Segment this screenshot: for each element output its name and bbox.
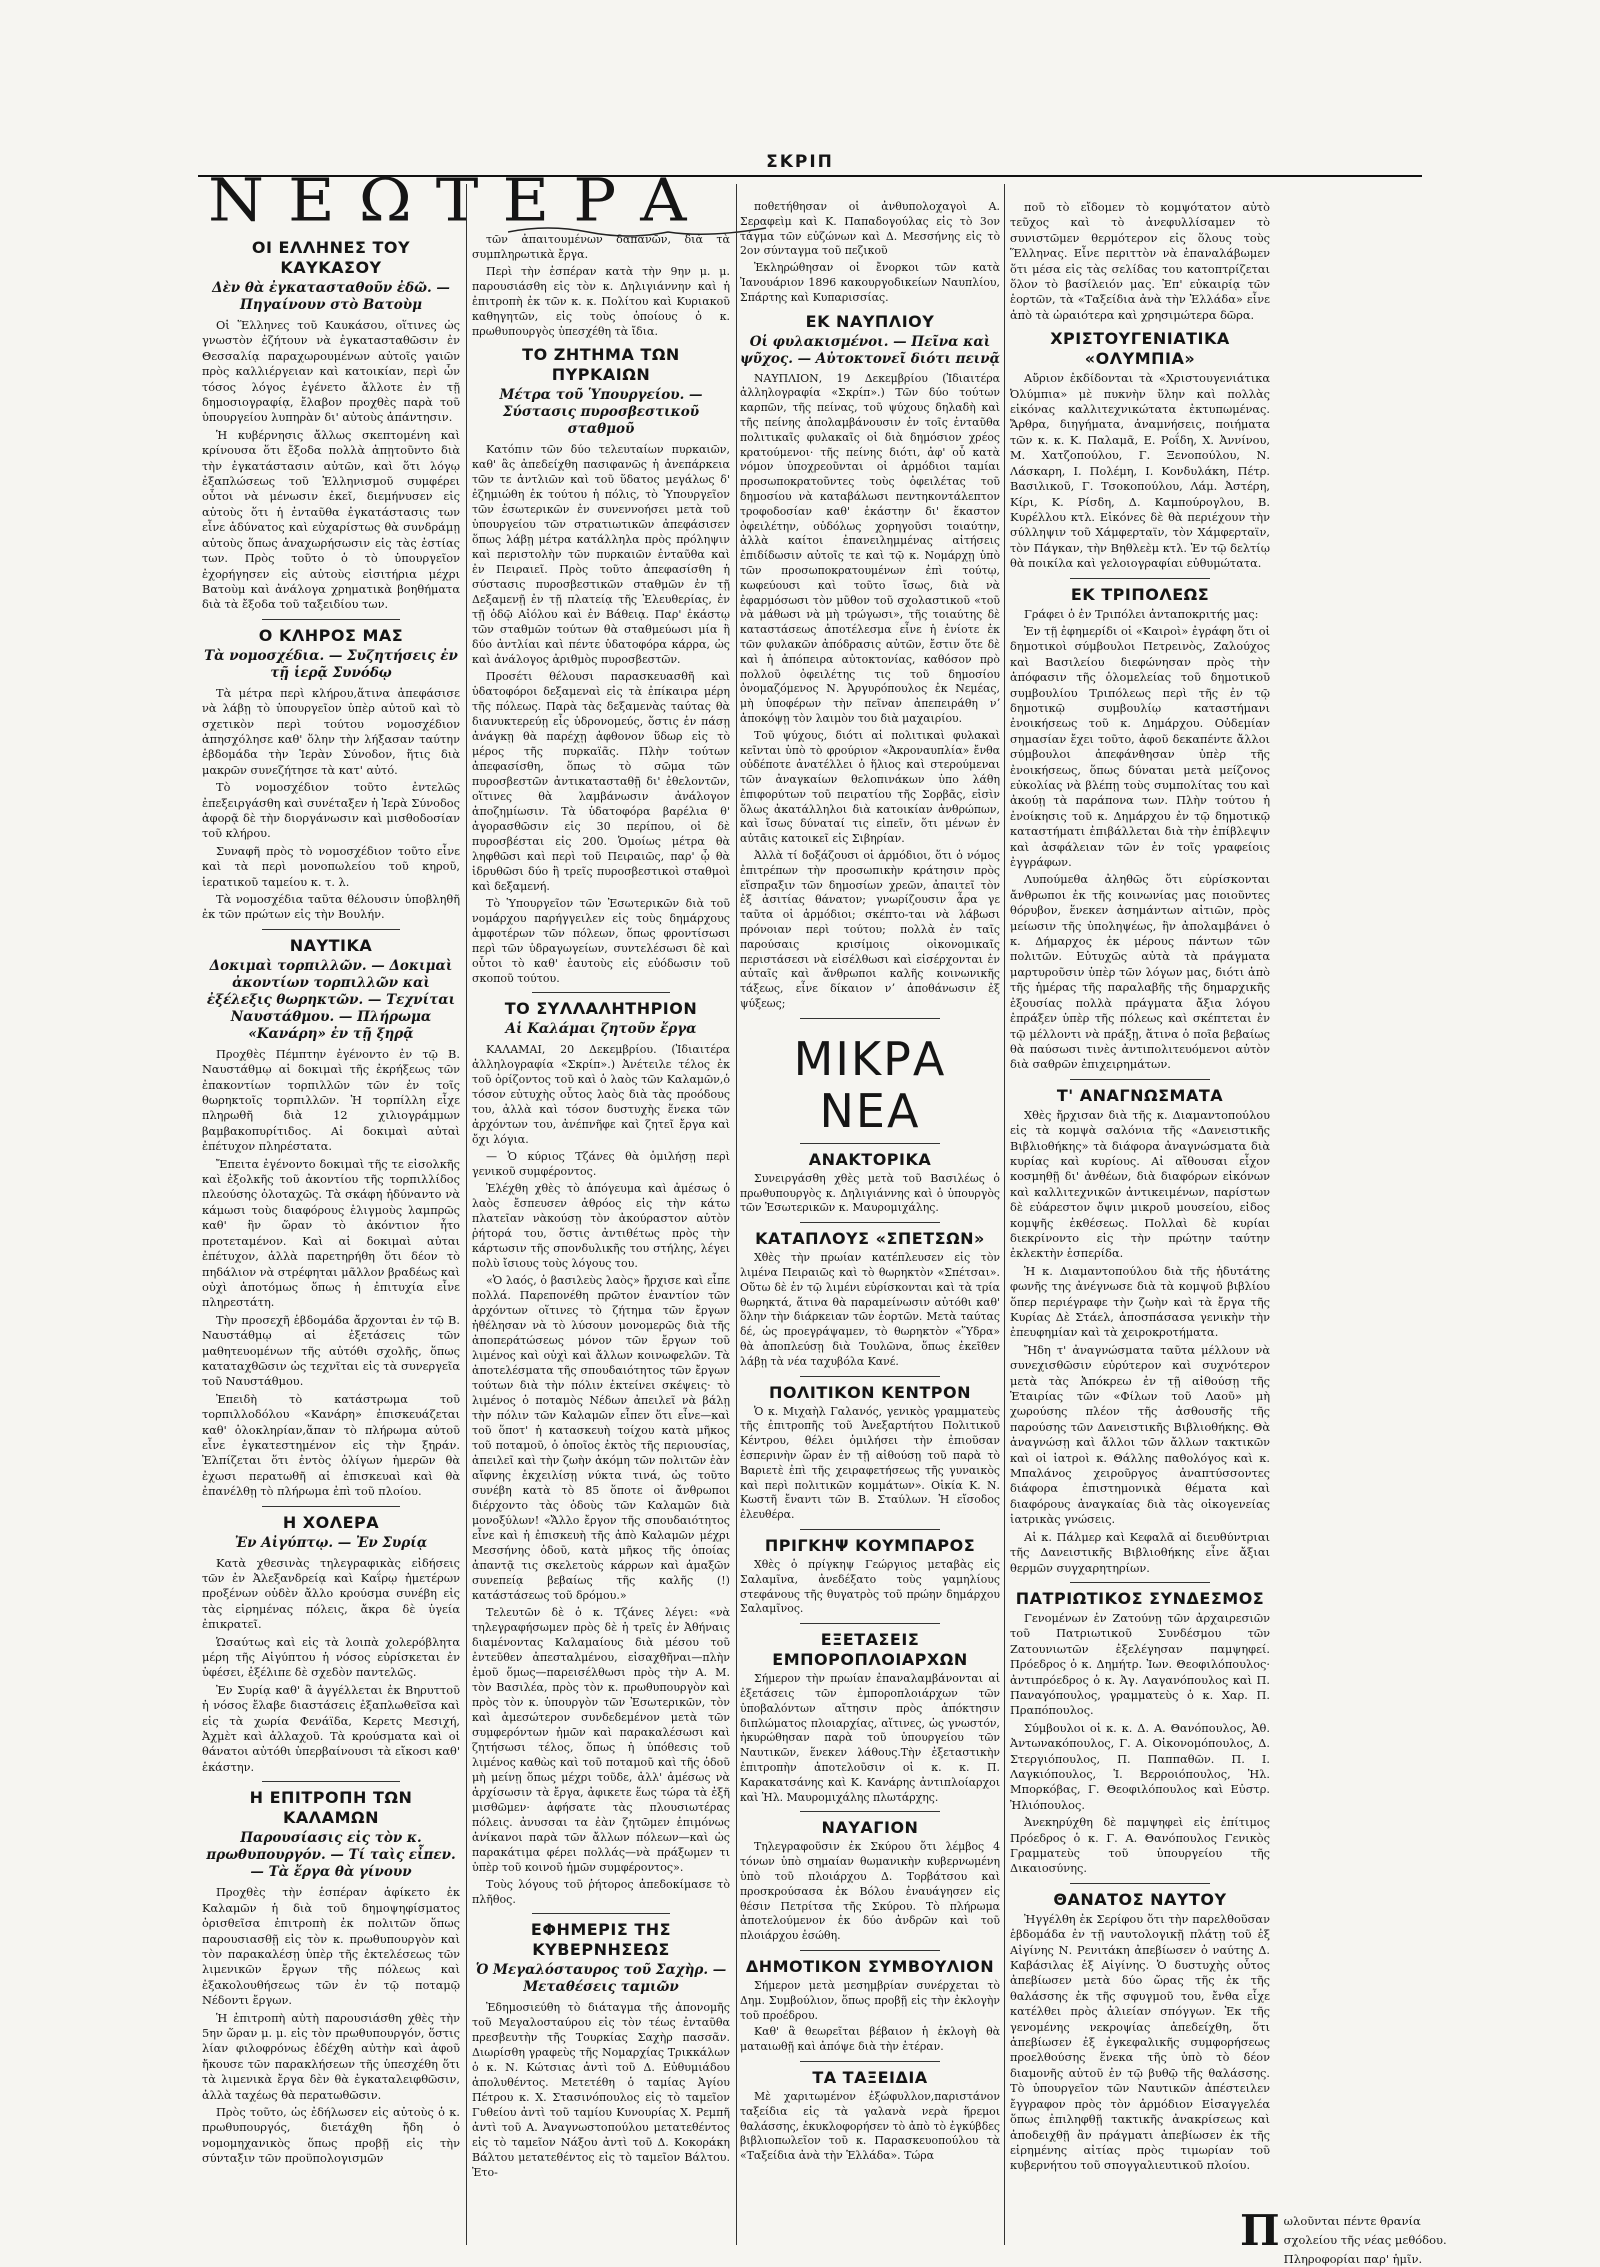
ad-initial: Π	[1240, 2206, 1280, 2255]
article-headline: ΝΑΥΑΓΙΟΝ	[821, 1818, 919, 1838]
article-separator	[800, 1950, 940, 1951]
article-paragraph: Ἡ κυβέρνησις ἄλλως σκεπτομένη καὶ κρίνουσα ὅτι ἔξοδα πολλὰ ἀπῃτοῦντο διὰ τὴν ἐγκατάστασιν αὐτῶν, καὶ ὅτι λόγῳ ἐξαπλώσεως τοῦ Ἑλληνισμοῦ συμφέρει οὗτοι νὰ μένωσιν ἐκεῖ, διεμήνυσεν εἰς αὐτοὺς ὅτι ἡ ἐνταῦθα ἐγκατάστασις των εἶνε ἀδύνατος καὶ εὐχαρίστως θὰ συνδράμῃ αὐτοὺς ὅπως ἀναχωρήσωσιν εἰς τὰς ἑστίας των. Πρὸς τοῦτο ὁ τὸ ὑπουργεῖον ἐχορήγησεν εἰς αὐτοὺς εἰσιτήρια μέχρι Βατοὺμ καὶ ἀνάλογα χρηματικὰ βοηθήματα διὰ τὰ ἔξοδα τοῦ ταξειδίου των.	[202, 427, 460, 612]
article-paragraph: Σήμερον μετὰ μεσημβρίαν συνέρχεται τὸ Δημ. Συμβούλιον, ὅπως προβῇ εἰς τὴν ἐκλογὴν τοῦ προέδρου.	[740, 1978, 1000, 2022]
article-paragraph: Τηλεγραφοῦσιν ἐκ Σκύρου ὅτι λέμβος 4 τόνων ὑπὸ σημαίαν θωμανικὴν κυβερνωμένη ὑπὸ τοῦ πλοιάρχου Δ. Τορβάτσου καὶ προσκρούσασα ἐκ Βόλου ἐναυάγησεν εἰς θέσιν Πετρίτσα τῆς Σκύρου. Τὸ πλήρωμα ἀποτελούμενον ἐκ δύο ἀνδρῶν καὶ τοῦ πλοιάρχου ἐσώθη.	[740, 1840, 1000, 1943]
article-paragraph: Ἡ κ. Διαμαντοπούλου διὰ τῆς ἡδυτάτης φωνῆς της ἀνέγνωσε διὰ τὰ κομψοῦ βιβλίου ὅπερ περιέγραφε τὴν ζωὴν καὶ τὰ ἔργα τῆς Κυρίας Δὲ Στάελ, ἀποσπάσασα γενικὴν τὴν ἐπευφημίαν καὶ τὰ χειροκροτήματα.	[1010, 1263, 1270, 1340]
article-separator	[1070, 1079, 1210, 1080]
article-paragraph: Χθὲς ἤρχισαν διὰ τῆς κ. Διαμαντοπούλου εἰς τὰ κομψὰ σαλόνια τῆς «Δανειστικῆς Βιβλιοθήκης» τὰ διάφορα ἀναγνώσματα διὰ κυρίας καὶ κυρίους. Αἱ αἴθουσαι εἶχον κοσμηθῇ δι' ἀνθέων, διὰ διαφόρων εἰκόνων καὶ καλλιτεχνικῶν ἀντικειμένων, παρίστων δὲ εὐάρεστον ὄψιν μικροῦ μουσείου, εἰδος κομψῆς ἐκθέσεως. Πολλαὶ δὲ κυρίαι διεκρίνοντο εἰς τὴν πρώτην ταύτην ἐκλεκτὴν ἑσπερίδα.	[1010, 1107, 1270, 1261]
article-headline: ΕΚ ΤΡΙΠΟΛΕΩΣ	[1070, 584, 1210, 604]
article-paragraph: Ἤδη τ' ἀναγνώσματα ταῦτα μέλλουν νὰ συνεχισθῶσιν εὐρύτερον καὶ συχνότερον μετὰ τὰς Ἀπόκρεω ἐν τῇ αἰθούσῃ τῆς Ἑταιρίας τῶν «Φίλων τοῦ Λαοῦ» μὴ χωρούσης πλέον τῆς ἀσθουσῆς τῆς παρούσης τῶν Δανειστικῆς Βιβλιοθήκης. Θὰ ἀναγνώσῃ καὶ ἄλλοι τῶν ἄλλων τακτικῶν καὶ οἱ ἰατροὶ κ. Θάλλης παθολόγος καὶ κ. Μπαλάνος χειροῦργος ἀναπτύσσοντες διάφορα ἐπιστημονικὰ θέματα καὶ διαφόρους ἀναγκαίας διὰ τὰς οἰκογενείας ἰατρικὰς γνώσεις.	[1010, 1342, 1270, 1527]
article-headline: ΘΑΝΑΤΟΣ ΝΑΥΤΟΥ	[1053, 1889, 1227, 1909]
column-4	[1010, 200, 1270, 2176]
article-separator	[262, 1506, 400, 1507]
article-subheadline: Παρουσίασις εἰς τὸν κ. πρωθυπουργόν. — Τί ταὶς εἶπεν. — Τὰ ἔργα θὰ γίνουν	[206, 1830, 456, 1881]
article-separator	[800, 1811, 940, 1812]
article-paragraph: τῶν ἀπαιτουμένων δαπανῶν, διὰ τὰ συμπληρωτικὰ ἔργα.	[472, 233, 730, 261]
article-paragraph: ΝΑΥΠΛΙΟΝ, 19 Δεκεμβρίου (Ἰδιαιτέρα ἀλληλογραφία «Σκρίπ».) Τῶν δύο τούτων καρπῶν, τῆς πείνας, τοῦ ψύχους δηλαδὴ καὶ τῆς πείνης ἀπολαμβάνουσιν ἐν τοῖς ἐνταῦθα πολιτικαῖς φυλακαῖς οἱ διὰ δημόσιον χρέος κρατούμενοι· τῆς πείνης διότι, ἀφ' οὗ κατὰ νόμον ὑποχρεοῦνται οἱ ἁρμόδιοι ταμίαι προσωποκρατοῦντες τοὺς ὀφειλέτας τοῦ δημοσίου νὰ καταβάλωσι πεντηκοντάλεπτον τροφοδοσίαν καθ' ἑκάστην δι' ἕκαστον ὀφειλέτην, οὐδόλως χορηγοῦσι τοιαύτην, ἀλλὰ καίτοι ἐπανειλημμένας αἰτήσεις ἐπιδίδωσιν αὐτοῖς τε καὶ τῷ κ. Νομάρχῃ ὑπὸ τῶν προσωποκρατουμένων ἐπὶ τούτῳ, κωφεύουσι καὶ τοῦτο ἴσως, διὰ νὰ ἐφαρμόσωσι τὸν μῦθον τοῦ σχολαστικοῦ «τοῦ νὰ μάθωσι νὰ μὴ τρώγωσι», τῆς τοιαύτης δὲ καταστάσεως ἀποτέλεσμα εἶνε ἡ ἐνίοτε ἐκ τῶν φυλακῶν ἀπόδρασις αὐτῶν, ἔστιν ὅτε δὲ καὶ ἡ ἀπόπειρα αὐτοκτονίας, καθόσον πρὸ πολλοῦ ὀφειλέτης τις τοῦ δημοσίου ὀνομαζόμενος Ν. Ἀργυρόπουλος ἐκ Νεμέας, μὴ ὑποφέρων τὴν πεῖναν ἀπεπειράθη νʼ ἀποκόψῃ τὸν λαιμὸν του διὰ μαχαιρίου.	[740, 371, 1000, 725]
article-paragraph: Ἐλέχθη χθὲς τὸ ἀπόγευμα καὶ ἀμέσως ὁ λαὸς ἔσπευσεν ἀθρόος εἰς τὴν κάτω πλατεῖαν νὰκούσῃ τὸν ἀκούραστον αὐτὸν ῥήτορά του, ὅστις ἀντιθέτως πρὸς τὴν κάρτωσιν τῆς σπονδυλικῆς του στήλης, λέγει πολὺ ἴσιους τοὺς λόγους του.	[472, 1182, 730, 1270]
article-paragraph: Σήμερον τὴν πρωίαν ἐπαναλαμβάνονται αἱ ἐξετάσεις τῶν ἐμποροπλοιάρχων τῶν ὑποβαλόντων αἴτησιν πρὸς ἀπόκτησιν διπλώματος πλοιαρχίας, αἵτινες, ὡς γνωστόν, ἠκυρώθησαν παρὰ τοῦ ὑπουργείου τῶν Ναυτικῶν, ἕνεκεν λάθους.Τὴν ἐξεταστικὴν ἐπιτροπὴν ἀποτελοῦσιν οἱ κ. κ. Π. Καρακατσάνης καὶ Κ. Κανάρης ἀντιπλοίαρχοι καὶ Ἠλ. Μαυρομιχάλης πλωτάρχης.	[740, 1672, 1000, 1804]
article-separator	[262, 1781, 400, 1782]
article-subheadline: Ἐν Αἰγύπτῳ. — Ἐν Συρίᾳ	[234, 1534, 428, 1551]
column-divider	[736, 184, 737, 2245]
article-paragraph: Ἀνεκηρύχθη δὲ παμψηφεὶ εἰς ἐπίτιμος Πρόεδρος ὁ κ. Γ. Α. Θανόπουλος Γενικὸς Γραμματεὺς τοῦ ὑπουργείου τῆς Δικαιοσύνης.	[1010, 1815, 1270, 1876]
article-paragraph: Τελευτῶν δὲ ὁ κ. Τζάνες λέγει: «νὰ τηλεγραφήσωμεν πρὸς δὲ ἡ τρεῖς ἐν Ἀθήναις διαμένοντας Καλαμαίους διὰ μέσου τοῦ ἐντεῦθεν ἀπεσταλμένου, εἰσαχθῆναι—πλὴν ἐμοῦ ὅμως—παρεισέλθωσι πρὸς τὴν Α. Μ. τὸν Βασιλέα, πρὸς τὸν κ. πρωθυπουργὸν καὶ πρὸς τὸν κ. ὑπουργὸν τῶν Ἐσωτερικῶν, τὸν καὶ ἀμεσώτερον συνδεδεμένον μετὰ τῶν συμφερόντων ἡμῶν καὶ παρακαλέσωσι καὶ ζητήσωσι τέλος, ὅπως ἡ ὑπόθεσις τοῦ λιμένος καθὼς καὶ τοῦ ποταμοῦ καὶ τῆς ὁδοῦ μὴ μείνῃ ὅπως μέχρι τοῦδε, ἀλλ' ἀμέσως νὰ ἀρχίσωσιν τὰ ἔργα, ἀφικετε ἕως τώρα τὰ ἐξῆ μισθῶμεν· ἀφήσατε τὰς πλουσιωτέρας πόλεις. ἀνυσσαι τα ἐὰν ζητῶμεν ἐπιμόνως ἀνίκανοι παρὰ τῶν ἄλλων πόλεων—καὶ ὡς παρακάτιμα φέρει πολλάς—νὰ πράξωμεν τι ὑπὲρ τοῦ κοινοῦ ἡμῶν συμφέροντος».	[472, 1606, 730, 1874]
article-separator	[1070, 1883, 1210, 1884]
article-paragraph: Σύμβουλοι οἱ κ. κ. Δ. Α. Θανόπουλος, Ἀθ. Ἀντωνακόπουλος, Γ. Α. Οἰκονομόπουλος, Δ. Στεργιόπουλος, Π. Παππαθῶν. Π. Ι. Λαγκιόπουλος, Ἱ. Βερροιόπουλος, Ἠλ. Μπορκόβας, Γ. Θεοφιλόπουλος καὶ Εὐστρ. Ἠλιόπουλος.	[1010, 1720, 1270, 1812]
article-separator	[800, 1222, 940, 1223]
article-separator	[1070, 1582, 1210, 1583]
article-paragraph: Ἠγγέλθη ἐκ Σερίφου ὅτι τὴν παρελθοῦσαν ἑβδομάδα ἐν τῇ ναυτολογικῇ πλάτῃ τοῦ ἐξ Αἰγίνης Ν. Ρενιτάκη ἀπεβίωσεν ὁ ναύτης Δ. Καβάσιλας ἐξ Αἰγίνης. Ὁ δυστυχὴς οὗτος ἀπεβίωσεν μετὰ δύο ὥρας τῆς ἐκ τῆς θαλάσσης ἐκ τῆς σφυγμοῦ του, ἔνθα εἶχε κατέλθει πρὸς ἁλιείαν σπόγγων. Ἐκ τῆς γενομένης νεκροψίας ἀπεδείχθη, ὅτι ἀπεβίωσεν ἐξ ἐγκεφαλικῆς συμφορήσεως προελθούσης ἕνεκα τῆς ὑπὸ τὸ δέον διαμονῆς αὐτοῦ ἐν τῷ βυθῷ τῆς θαλάσσης. Τὸ ὑπουργεῖον τῶν Ναυτικῶν ἀπέστειλεν ἔγγραφον πρὸς τὸν ἁρμόδιον Εἰσαγγελέα ὅπως ἐπιληφθῇ τακτικῆς ἀνακρίσεως καὶ ἀποδειχθῇ ἂν πράγματι ἀπεβίωσεν ἐκ τῆς εἰρημένης αἰτίας πρὸς τιμωρίαν τοῦ κυβερνήτου τοῦ σπογγαλιευτικοῦ πλοίου.	[1010, 1911, 1270, 2173]
article-separator	[800, 1623, 940, 1624]
article-paragraph: Γράφει ὁ ἐν Τριπόλει ἀνταποκριτής μας:	[1024, 606, 1259, 621]
article-separator	[800, 1018, 940, 1019]
article-paragraph: Συναφῆ πρὸς τὸ νομοσχέδιον τοῦτο εἶνε καὶ τὰ περὶ μονοπωλείου τοῦ κηροῦ, ἱερατικοῦ ταμείου κ. τ. λ.	[202, 843, 460, 889]
article-subheadline: Μέτρα τοῦ Ὑπουργείου. — Σύστασις πυροσβεστικοῦ σταθμοῦ	[499, 387, 703, 437]
article-paragraph: Μὲ χαριτωμένον ἐξώφυλλον,παριστάνον ταξείδια εἰς τὰ γαλανὰ νερὰ ἥρεμοι θαλάσσης, ἐκυκλοφορήσεν τὸ ἀπὸ τὸ ἐγκύβδες βιβλιοπωλεῖον τοῦ κ. Παρασκευοπούλου τὰ «Ταξείδια ἀνὰ τὴν Ἑλλάδα». Τώρα	[740, 2089, 1000, 2163]
article-paragraph: ποῦ τὸ εἴδομεν τὸ κομψότατον αὐτὸ τεῦχος καὶ τὸ ἀνεφυλλίσαμεν τὸ συνιστῶμεν θερμότερον εἰς ὅλους τοὺς Ἕλληνας. Εἶνε περιττὸν νὰ ἐπαναλάβωμεν ὅτι μέσα εἰς τὰς σελίδας του κατοπτρίζεται ὅλον τὸ βασίλειόν μας. Ἐπ' εὐκαιρίᾳ τῶν ἑορτῶν, τὰ «Ταξείδια ἀνὰ τὴν Ἑλλάδα» εἶνε ἀπὸ τὰ ὡραιότερα καὶ χρησιμώτερα δῶρα.	[1010, 200, 1270, 322]
column-divider	[466, 184, 467, 2245]
article-paragraph: ποθετήθησαν οἱ ἀνθυπολοχαγοὶ Α. Σεραφεὶμ καὶ Κ. Παπαδογούλας εἰς τὸ 3ον τάγμα τῶν εὐζώνων καὶ Δ. Μεσσήνης εἰς τὸ 2ον σύνταγμα τοῦ πεζικοῦ	[740, 200, 1000, 258]
article-paragraph: Αὔριον ἐκδίδονται τὰ «Χριστουγενιάτικα Ὀλύμπια» μὲ πυκνὴν ὕλην καὶ πολλὰς εἰκόνας καλλιτεχνικώτατα ἐκτυπωμένας. Ἄρθρα, διηγήματα, ἀναμνήσεις, ποιήματα τῶν κ. κ. Κ. Παλαμᾶ, Ε. Ροΐδη, Χ. Ἀννίνου, Μ. Χατζοπούλου, Γ. Ξενοπούλου, Ν. Λάσκαρη, Ι. Πολέμη, Ι. Κονδυλάκη, Πέτρ. Βασιλικοῦ, Γ. Τσοκοπούλου, Λάμ. Ἀστέρη, Κίρι, Κ. Ρίσδη, Δ. Καμπούρογλου, Β. Κυρέλλου κτλ. Εἰκόνες δὲ θὰ περιέχουν τὴν σύλληψιν τοῦ Χάμφερταϊν, τὸν Χάμφερταϊν, τὸν Πάγκαν, τὴν Βηθλεὲμ κτλ. Ἐν τῷ δελτίῳ θὰ ποικίλα καὶ γελοιογραφίαι εὐθυμώτατα.	[1010, 371, 1270, 571]
page-title: ΝΕΩΤΕΡΑ	[208, 166, 711, 236]
article-headline: ΤΟ ΣΥΛΛΑΛΗΤΗΡΙΟΝ	[504, 999, 698, 1018]
article-paragraph: Συνειργάσθη χθὲς μετὰ τοῦ Βασιλέως ὁ πρωθυπουργὸς κ. Δηλιγιάννης καὶ ὁ ὑπουργὸς τῶν Ἐσωτερικῶν κ. Μαυρομιχάλης.	[740, 1171, 1000, 1215]
article-paragraph: Περὶ τὴν ἑσπέραν κατὰ τὴν 9ην μ. μ. παρουσιάσθη εἰς τὸν κ. Δηλιγιάννην καὶ ἡ ἐπιτροπὴ ἐκ τῶν κ. κ. Πολίτου καὶ Κυριακοῦ καθηγητῶν, εἰς τοὺς ὁποίους ὁ κ. πρωθυπουργὸς ὑπεσχέθη τὰ ἴδια.	[472, 265, 730, 338]
article-headline: ΚΑΤΑΠΛΟΥΣ «ΣΠΕΤΣΩΝ»	[755, 1229, 985, 1249]
article-paragraph: Ὡσαύτως καὶ εἰς τὰ λοιπὰ χολερόβλητα μέρη τῆς Αἰγύπτου ἡ νόσος εὑρίσκεται ἐν ὑφέσει, ἐξέλιπε δὲ σχεδὸν παντελῶς.	[202, 1634, 460, 1680]
title-block	[208, 166, 748, 236]
article-paragraph: Ἔπειτα ἐγένοντο δοκιμαὶ τῆς τε εἰσολκῆς καὶ ἐξολκῆς τοῦ ἀκοντίου τῆς τορπιλλίδος πλεούσης ὁλοταχῶς. Τὰ σκάφη ἠδύναντο νὰ κάμωσι τοὺς διαφόρους ἑλιγμοὺς λαμπρῶς καθ' ἣν ὥραν τὸ ἀκόντιον ἦτο προτεταμένον. Καὶ αἱ δοκιμαὶ αὐται ἐπέτυχον, ἀλλὰ παρετηρήθη ὅτι δέον τὸ πηδάλιον νὰ στρέφηται μᾶλλον βραδέως καὶ οὐχὶ ἀποτόμως ὅπως ἡ ἐπιτυχία εἶνε πληρεστάτη.	[202, 1156, 460, 1310]
article-separator	[800, 2061, 940, 2062]
article-headline: ΤΑ ΤΑΞΕΙΔΙΑ	[812, 2067, 928, 2087]
column-2	[472, 232, 730, 2182]
column-divider	[1004, 184, 1005, 2245]
article-paragraph: «Ὁ λαός, ὁ βασιλεὺς λαὸς» ἤρχισε καὶ εἶπε πολλά. Παρεπονέθη πρῶτον ἐναντίον τῶν ἀρχόντων οἵτινες τὸ ζήτημα τῶν ἔργων ἠθέλησαν νὰ τὸ λύσουν μονομερῶς διὰ τῆς ἀποπεράτώσεως μόνον τῶν ἔργων τοῦ λιμένος καὶ οὐχὶ καὶ ἄλλων κοινωφελῶν. Τὰ ἀποτελέσματα τῆς σπουδαιότητος τῶν ἔργων τούτων διὰ τὴν πόλιν ἐκτείνει σκέψεις· τὸ λιμένος ὁ ποταμὸς Νέδων ἀπειλεῖ νὰ βάλῃ τὴν πόλιν τῶν Καλαμῶν εἶπεν ὅτι εἶνε—καὶ τοῦ ὅποτ' ἡ κατασκευὴ τοίχου κατὰ μῆκος τοῦ ποταμοῦ, ὁ ὁποῖος ἐκτὸς τῆς περιουσίας, ἀπειλεῖ καὶ τὴν ζωὴν ἀκόμη τῶν πολιτῶν ἐὰν αἴφνης ἐκχειλίσῃ νύκτα τινά, ὡς τοῦτο συνέβη κατὰ τὸ 85 ὅποτε οἱ ἄνθρωποι διέρχοντο τὰς ὁδοὺς τῶν Καλαμῶν διὰ μονοξύλων! «Ἄλλο ἔργον τῆς σπουδαιότητος εἶνε καὶ ἡ ἐπισκευὴ τῆς ἀπὸ Καλαμῶν μέχρι Μεσσήνης ὁδοῦ, κατὰ μῆκος τῆς ὁποίας ἀπαντᾷ τις σκελετοὺς κάρρων καὶ ἁμαξῶν συνεπείᾳ βεβαίως τῆς καλῆς (!) κατάστάσεως τοῦ δρόμου.»	[472, 1274, 730, 1602]
article-headline: ΤΟ ΖΗΤΗΜΑ ΤΩΝ ΠΥΡΚΑΙΩΝ	[522, 345, 680, 384]
article-paragraph: Τὸ νομοσχέδιον τοῦτο ἐντελῶς ἐπεξειργάσθη καὶ συνέταξεν ἡ Ἱερὰ Σύνοδος ἀφορᾷ δὲ τὴν διοργάνωσιν καὶ μισθοδοσίαν τοῦ κλήρου.	[202, 780, 460, 841]
article-headline: Ο ΚΛΗΡΟΣ ΜΑΣ	[258, 625, 404, 645]
article-paragraph: Ὁ κ. Μιχαὴλ Γαλανός, γενικὸς γραμματεὺς τῆς ἐπιτροπῆς τοῦ Ἀνεξαρτήτου Πολιτικοῦ Κέντρου, θέλει ὁμιλήσει τὴν ἐπιοῦσαν ἑσπερινὴν ὥραν ἐν τῇ αἰθούσῃ τοῦ παρὰ τὸ Βαριετὲ ἐπὶ τῆς χειραφετήσεως τῆς γυναικὸς καὶ περὶ πολιτικῶν κομμάτων». Οἰκία Κ. Ν. Κωστῆ ἔναντι τῶν Β. Σταύλων. Ἡ εἴσοδος ἐλευθέρα.	[740, 1404, 1000, 1522]
article-paragraph: Γενομένων ἐν Ζατούνῃ τῶν ἀρχαιρεσιῶν τοῦ Πατριωτικοῦ Συνδέσμου τῶν Ζατουνιωτῶν ἐξελέγησαν παμψηφεί. Πρόεδρος ὁ κ. Δημήτρ. Ἰων. Θεοφιλόπουλος· ἀντιπρόεδρος ὁ κ. Ἀγ. Λαγανόπουλος καὶ Π. Παναγόπουλος, γραμματεὺς ὁ κ. Χαρ. Π. Πραπόπουλος.	[1010, 1610, 1270, 1718]
article-paragraph: Τὰ νομοσχέδια ταῦτα θέλουσιν ὑποβληθῆ ἐκ τῶν πρώτων εἰς τὴν Βουλήν.	[202, 892, 460, 922]
article-paragraph: Προσέτι θέλουσι παρασκευασθῆ καὶ ὑδατοφόροι δεξαμεναὶ εἰς τὰ ἐπίκαιρα μέρη τῆς πόλεως. Παρὰ τὰς δεξαμενὰς ταύτας θὰ διανυκτερεύῃ εἷς ὑδρονομεύς, ὅστις ἐν πάσῃ ἀνάγκῃ θὰ παρέχῃ ἀφθονον ὕδωρ εἰς τὸ μέρος τῆς πυρκαϊᾶς. Πλὴν τούτων ἀπεφασίσθη, ὅπως τὸ σῶμα τῶν πυροσβεστῶν ἀντικατασταθῇ δι' ἐθελοντῶν, οἵτινες θὰ λαμβάνωσιν ἀνάλογον ἀποζημίωσιν. Τὰ ὑδατοφόρα βαρέλια θ' ἀγορασθῶσιν εἰς 30 περίπου, οἱ δὲ πυροσβέσται εἰς 200. Ὁμοίως μέτρα θὰ ληφθῶσι καὶ περὶ τοῦ Πειραιῶς, παρ' ᾧ θὰ ἱδρυθῶσι δύο ἢ τρεῖς πυροσβεστικοὶ σταθμοὶ καὶ δεξαμενή.	[472, 670, 730, 893]
article-separator	[262, 619, 400, 620]
article-paragraph: Λυπούμεθα ἀληθῶς ὅτι εὑρίσκονται ἄνθρωποι ἐκ τῆς κοινωνίας μας ποιοῦντες θόρυβον, ἕνεκεν ἀσημάντων αἰτιῶν, πρὸς μείωσιν τῆς ὑποληψέως, ἣν ἀπολαμβάνει ὁ κ. Δήμαρχος ἐκ μέρους πάντων τῶν πολιτῶν. Εὐτυχῶς αὐτὰ τὰ πράγματα μαρτυροῦσιν ὑπὲρ τῶν λόγων μας, διότι ἀπὸ τῆς ἡμέρας τῆς παραλαβῆς τῆς δημαρχικῆς ἐξουσίας πολλὰ πράγματα ἄξια λόγου ἐπράξεν ὑπὲρ τῆς πόλεως καὶ σκέπτεται ἐν τῷ μέλλοντι νὰ πράξῃ, ἅτινα ὁ ποῖα βεβαίως θὰ παύσωσι τινὲς ἀντιπολιτευόμενοι αὐτὸν διὰ σαθρῶν ἐπιχειρημάτων.	[1010, 872, 1270, 1072]
article-paragraph: Ἐν Συρίᾳ καθ' ἃ ἀγγέλλεται ἐκ Βηρυττοῦ ἡ νόσος ἔλαβε διαστάσεις ἐξαπλωθεῖσα καὶ εἰς τὰ χωρία Φενάϊδα, Κερετς Μεσιχή, Ἀχμὲτ καὶ ἀλλαχοῦ. Τὰ κρούσματα καὶ οἱ θάνατοι αὐτόθι ὑπερβαίνουσι τὰ εἴκοσι καθ' ἑκάστην.	[202, 1682, 460, 1774]
article-paragraph: Χθὲς ὁ πρίγκηψ Γεώργιος μεταβὰς εἰς Σαλαμῖνα, ἀνεδέξατο τοὺς γαμηλίους στεφάνους τῆς θυγατρὸς τοῦ πρώην δημάρχου Σαλαμῖνος.	[740, 1557, 1000, 1616]
article-paragraph: Αἱ κ. Πάλμερ καὶ Κεφαλᾶ αἱ διευθύντριαι τῆς Δανειστικῆς Βιβλιοθήκης εἶνε ἄξιαι θερμῶν συγχαρητηρίων.	[1010, 1529, 1270, 1575]
article-subheadline: Τὰ νομοσχέδια. — Συζητήσεις ἐν τῇ ἱερᾷ Συνόδῳ	[204, 647, 458, 681]
article-subheadline: Ὁ Μεγαλόσταυρος τοῦ Σαχὴρ. — Μεταθέσεις ταμιῶν	[475, 1962, 727, 1995]
article-paragraph: — Ὁ κύριος Τζάνες θὰ ὁμιλήσῃ περὶ γενικοῦ συμφέροντος.	[472, 1150, 730, 1178]
column-3	[740, 200, 1000, 2166]
ad-text: ωλοῦνται πέντε θρανία σχολείου τῆς νέας μεθόδου. Πληροφορίαι παρ' ἡμῖν.	[1283, 2214, 1447, 2266]
article-separator	[532, 992, 670, 993]
article-paragraph: Κατὰ χθεσινὰς τηλεγραφικὰς εἰδήσεις τῶν ἐν Ἀλεξανδρείᾳ καὶ Καΐρῳ ἡμετέρων προξένων οὐδὲν ἄλλο κρούσμα συνέβη εἰς τὰς εἰρημένας πόλεις, ἄκρα δὲ ὑγεία ἐπικρατεῖ.	[202, 1555, 460, 1632]
article-paragraph: Ἐπειδὴ τὸ κατάστρωμα τοῦ τορπιλλοδόλου «Κανάρη» ἐπισκευάζεται καθ' ὁλοκληρίαν,ἅπαν τὸ πλήρωμα αὐτοῦ εἶνε ἐγκατεστημένον εἰς τὴν ξηράν. Ἐλπίζεται ὅτι ἐντὸς ὀλίγων ἡμερῶν θὰ ἐχωσι περατωθῆ αἱ ἐπισκευαὶ καὶ θὰ ἐπανέλθῃ τὸ πλήρωμα ἐπὶ τοῦ πλοίου.	[202, 1391, 460, 1499]
article-headline: Η ΕΠΙΤΡΟΠΗ ΤΩΝ ΚΑΛΑΜΩΝ	[249, 1788, 413, 1828]
article-headline: ΜΙΚΡΑ ΝΕΑ	[793, 1031, 947, 1138]
article-separator	[262, 929, 400, 930]
article-subheadline: Δοκιμαὶ τορπιλλῶν. — Δοκιμαὶ ἀκοντίων τορπιλλῶν καὶ ἐξέλεξις θωρηκτῶν. — Τεχνίται Ναυστάθμου. — Πλήρωμα «Κανάρη» ἐν τῇ ξηρᾷ	[206, 957, 456, 1042]
article-subheadline: Αἱ Καλάμαι ζητοῦν ἔργα	[505, 1021, 697, 1037]
article-paragraph: Τοὺς λόγους τοῦ ῥήτορος ἀπεδοκίμασε τὸ πλῆθος.	[472, 1878, 730, 1906]
article-paragraph: Ἐδημοσιεύθη τὸ διάταγμα τῆς ἀπονομῆς τοῦ Μεγαλοσταύρου εἰς τὸν τέως ἐνταῦθα πρεσβευτὴν τῆς Τουρκίας Σαχὴρ πασσᾶν. Διωρίσθη γραφεὺς τῆς Νομαρχίας Τρικκάλων ὁ κ. Ν. Κώτσιας ἀντὶ τοῦ Δ. Εὐθυμιάδου ἀπολυθέντος. Μετετέθη ὁ ταμίας Ἀγίου Πέτρου κ. Χ. Στασινόπουλος εἰς τὸ ταμεῖον Γυθείου ἀντὶ τοῦ ταμίου Κυνουρίας Χ. Ρεμπῆ ἀντὶ τοῦ Α. Ἀναγνωστοπούλου μετατεθέντος εἰς τὸ ταμεῖον Νάξου ἀντὶ τοῦ Δ. Κοκοράκη Βάλτου μετατεθέντος εἰς τὸ ταμεῖον Βάλτου. Ἐτο-	[472, 2001, 730, 2179]
article-paragraph: Τοῦ ψύχους, διότι αἱ πολιτικαὶ φυλακαὶ κεῖνται ὑπὸ τὸ φρούριον «Ἀκροναυπλία» ἔνθα οὐδέποτε ἀνατέλλει ὁ ἥλιος καὶ στερούμεναι τῶν ἀναγκαίων θελοπινάκων ὑπο λάθη ἐπιφορύτων τοῦ πειρατίου τῆς Σορβᾶς, εἰσὶν ὅλως ἀκατάλληλοι διὰ κατοικίαν ἀνθρώπων, καὶ ἴσως δύναταί τις εἰπεῖν, ὅτι μένων ἐν αὐτᾶις κατοικεῖ εἰς Σιβηρίαν.	[740, 728, 1000, 846]
article-headline: ΠΟΛΙΤΙΚΟΝ ΚΕΝΤΡΟΝ	[768, 1382, 971, 1402]
classified-ad	[1240, 2206, 1460, 2266]
article-subheadline: Οἱ φυλακισμένοι. — Πεῖνα καὶ ψῦχος. — Αὐτοκτονεῖ διότι πεινᾷ	[740, 333, 1000, 367]
article-paragraph: ΚΑΛΑΜΑΙ, 20 Δεκεμβρίου. (Ἰδιαιτέρα ἀλληλογραφία «Σκρίπ».) Ἀνέτειλε τέλος ἐκ τοῦ ὁρίζοντος τοῦ καὶ ὁ λαὸς τῶν Καλαμῶν,ὁ τόσον εὐτυχὴς οὗτος λαὸς διὰ τὰς προόδους του, ἀλλὰ καὶ τόσον δυστυχὴς ἕνεκα τῶν ἀρχόντων του, ἀνέπνῆφε καὶ ζητεῖ ἔργα καὶ ὄχι λόγια.	[472, 1043, 730, 1146]
article-subheadline: Δὲν θὰ ἐγκατασταθοῦν ἐδῶ. — Πηγαίνουν στὸ Βατοὺμ	[212, 280, 450, 313]
article-headline: ΕΚ ΝΑΥΠΛΙΟΥ	[805, 311, 935, 331]
article-paragraph: Τὸ Ὑπουργεῖον τῶν Ἐσωτερικῶν διὰ τοῦ νομάρχου παρήγγειλεν εἰς τοὺς δημάρχους ἀμφοτέρων τῶν πόλεων, ὅπως φροντίσωσι περὶ τῶν ὑδραγωγείων, συντελέσωσι δὲ καὶ οὗτοι τὸ καθ' ἑαυτοὺς εἰς εὐόδωσιν τοῦ σκοποῦ τούτου.	[472, 897, 730, 985]
article-headline: ΠΑΤΡΙΩΤΙΚΟΣ ΣΥΝΔΕΣΜΟΣ	[1015, 1588, 1265, 1608]
article-headline: Τ' ΑΝΑΓΝΩΣΜΑΤΑ	[1056, 1085, 1224, 1105]
article-paragraph: Ἀλλὰ τί δοξάζουσι οἱ ἁρμόδιοι, ὅτι ὁ νόμος ἐπιτρέπων τὴν προσωπικὴν κράτησιν πρὸς εἴσπραξιν τῶν δημοσίων χρεῶν, ἀπαιτεῖ τὸν ἐξ ἀσιτίας θάνατον; γνωρίζουσιν ἆρα γε ταῦτα οἱ ἁρμόδιοι; σκέπτο-ται νὰ λάβωσι πρόνοιαν περὶ τούτου; πολλὰ ἐν ταῖς παρούσαις κρισίμοις οἰκονομικαῖς περιστάσεσι νὰ εἰσέλθωσι καὶ εἰσέρχονται ἐν αὐταῖς καὶ ἄνθρωποι καλῆς κοινωνικῆς τάξεως, εἶνε δίκαιον νʼ ἀποθάνωσιν ἐξ ψύξεως;	[740, 849, 1000, 1011]
article-paragraph: Χθὲς τὴν πρωίαν κατέπλευσεν εἰς τὸν λιμένα Πειραιῶς καὶ τὸ θωρηκτὸν «Σπέτσαι». Οὕτω δὲ ἐν τῷ λιμένι εὑρίσκονται καὶ τὰ τρία θωρηκτά, ἅτινα θὰ παραμείνωσιν αὐτόθι καθ' ὅλην τὴν διάρκειαν τῶν ἑορτῶν. Μετὰ ταύτας δέ, ὡς προεγράψαμεν, τὸ θωρηκτὸν «Ὕδρα» θὰ ἀποπλεύσῃ διὰ Τουλῶνα, ὅπως ἐκεῖθεν λάβῃ τὰ νέα ταχυβόλα Κανέ.	[740, 1251, 1000, 1368]
article-separator	[1070, 578, 1210, 579]
article-paragraph: Οἱ Ἕλληνες τοῦ Καυκάσου, οἵτινες ὡς γνωστὸν ἐζήτουν νὰ ἐγκατασταθῶσιν ἐν Θεσσαλίᾳ παραχωρουμένων αὐτοῖς γαιῶν πρὸς καλλιέργειαν καὶ κατοικίαν, περὶ ὧν τόσος λόγος ἐγένετο ἄλλοτε ἐν τῇ δημοσιογραφίᾳ, ἔλαβον προχθὲς παρὰ τοῦ ὑπουργείου λυπηρὰν δι' αὐτοὺς ἀπάντησιν.	[202, 318, 460, 425]
article-paragraph: Ἡ ἐπιτροπὴ αὐτὴ παρουσιάσθη χθὲς τὴν 5ην ὥραν μ. μ. εἰς τὸν πρωθυπουργόν, ὅστις λίαν φιλοφρόνως ἐδέχθη αὐτὴν καὶ ἀφοῦ ἤκουσε τῶν παρακλήσεων τῆς ὑπεσχέθη ὅτι τὰ λιμενικὰ ἔργα δὲν θὰ ἐγκαταλειφθῶσιν, ἀλλὰ ταχέως θὰ περατωθῶσιν.	[202, 2010, 460, 2102]
article-headline: ΕΦΗΜΕΡΙΣ ΤΗΣ ΚΥΒΕΡΝΗΣΕΩΣ	[530, 1920, 672, 1959]
article-headline: ΝΑΥΤΙΚΑ	[289, 935, 373, 955]
article-paragraph: Τὰ μέτρα περὶ κλήρου,ἅτινα ἀπεφάσισε νὰ λάβῃ τὸ ὑπουργεῖον ὑπὲρ αὐτοῦ καὶ τὸ σχετικὸν περὶ τούτου νομοσχέδιον ἀπησχόλησε καθ' ὅλην τὴν λήξασαν ταύτην ἑβδομάδα τὴν Ἱερὰν Σύνοδον, ἥτις διὰ μακρῶν συνεζήτησε τὰ κατ' αὐτό.	[202, 685, 460, 777]
article-headline: Η ΧΟΛΕΡΑ	[282, 1512, 380, 1532]
article-headline: ΠΡΙΓΚΗΨ ΚΟΥΜΠΑΡΟΣ	[764, 1535, 976, 1555]
article-paragraph: Πρὸς τοῦτο, ὡς ἐδήλωσεν εἰς αὐτοὺς ὁ κ. πρωθυπουργός, διετάχθη ἤδη ὁ νομομηχανικὸς ὅπως προβῇ εἰς τὴν σύνταξιν τῶν προϋπολογισμῶν	[202, 2104, 460, 2166]
article-paragraph: Προχθὲς τὴν ἑσπέραν ἀφίκετο ἐκ Καλαμῶν ἡ διὰ τοῦ δημοψηφίσματος ὁρισθεῖσα ἐπιτροπὴ ἐκ πολιτῶν ὅπως παρουσιασθῇ εἰς τὸν κ. πρωθυπουργὸν καὶ τὸν παρακαλέσῃ ὑπὲρ τῆς ἐκτελέσεως τῶν λιμενικῶν ἔργων τῆς πόλεως καὶ ἐξακολουθήσεως τῶν ἐν τῷ ποταμῷ Νέδοντι ἔργων.	[202, 1885, 460, 2008]
article-headline: ΔΗΜΟΤΙΚΟΝ ΣΥΜΒΟΥΛΙΟΝ	[745, 1956, 995, 1976]
article-separator	[800, 1376, 940, 1377]
article-separator	[800, 1529, 940, 1530]
article-paragraph: Κατόπιν τῶν δύο τελευταίων πυρκαιῶν, καθ' ἃς ἀπεδείχθη πασιφανῶς ἡ ἀνεπάρκεια τῶν τε ἀντλιῶν καὶ τοῦ ὕδατος μεγάλως δ' ἐζημιώθη ἐκ τούτου ἡ πόλις, τὸ Ὑπουργεῖον τῶν ἐσωτερικῶν ἐν συνεννοήσει μετὰ τοῦ ὑπουργείου τῶν στρατιωτικῶν ἀπεφάσισεν ὅπως λάβῃ μέτρα κατάλληλα πρὸς πρόληψιν καὶ περιστολὴν τῶν πυρκαιῶν ἐνταῦθα καὶ ἐν Πειραιεῖ. Πρὸς τοῦτο ἀπεφασίσθη ἡ σύστασις πυροσβεστικῶν σταθμῶν ἐν τῇ Δεξαμενῇ ἐν τῇ πλατείᾳ τῆς Ἐλευθερίας, ἐν τῇ ὁδῷ Αἰόλου καὶ ἐν Βάθειᾳ. Παρ' ἑκάστῳ τῶν σταθμῶν τούτων θὰ σταθμεύωσι μία ἢ δύο ἀντλίαι καὶ πέντε ὑδατοφόρα κάρρα, ὡς καὶ ἀνάλογος ἀριθμὸς πυροσβεστῶν.	[472, 443, 730, 666]
article-separator	[532, 1913, 670, 1914]
article-separator	[800, 1143, 940, 1144]
article-headline: ΟΙ ΕΛΛΗΝΕΣ ΤΟΥ ΚΑΥΚΑΣΟΥ	[251, 238, 411, 277]
article-headline: ΧΡΙΣΤΟΥΓΕΝΙΑΤΙΚΑ «ΟΛΥΜΠΙΑ»	[1050, 329, 1230, 369]
article-headline: ΑΝΑΚΤΟΡΙΚΑ	[808, 1149, 932, 1169]
article-paragraph: Ἐκληρώθησαν οἱ ἔνορκοι τῶν κατὰ Ἰανουάριον 1896 κακουργοδικείων Ναυπλίου, Σπάρτης καὶ Κυπαρισσίας.	[740, 261, 1000, 304]
article-paragraph: Προχθὲς Πέμπτην ἐγένοντο ἐν τῷ Β. Ναυστάθμῳ αἱ δοκιμαὶ τῆς ἐκρήξεως τῶν ἐπακοντίων τορπιλλῶν τῶν ἐν τοῖς θωρηκτοῖς τορπιλλῶν. Ἡ τορπίλλη εἶχε πληρωθῆ διὰ 12 χιλιογράμμων βαμβακοπυρίτιδος. Αἱ δοκιμαὶ αὐταὶ ἐπέτυχον πληρέστατα.	[202, 1046, 460, 1154]
article-paragraph: Ἐν τῇ ἐφημερίδι οἱ «Καιροὶ» ἐγράφη ὅτι οἱ δημοτικοὶ σύμβουλοι Πετρεινὸς, Ζαλούχος καὶ Βασιλείου διεφώνησαν πρὸς τὴν ἀπόφασιν τῆς ὁλομελείας τοῦ δημοτικοῦ συμβουλίου Τριπόλεως περὶ τῆς ἐν τῷ δημοτικῷ συμβουλίῳ καταστήμανι ἐνοικήσεως τοῦ κ. Δημάρχου. Οὐδεμίαν σημασίαν ἔχει τοῦτο, ἀφοῦ δεκαπέντε ἄλλοι σύμβουλοι ἀπεφάνθησαν ὑπὲρ τῆς ἐνοικήσεως, ὅπως δύναται μετὰ μείζονος εὐκολίας νὰ βλέπῃ τοὺς συμπολίτας του καὶ ἀκούῃ τὰ παράπονα των. Πλὴν τούτου ἡ ἐνοίκησις τοῦ κ. Δημάρχου ἐν τῷ δημοτικῷ καταστήματι ἐπιβάλλεται διὰ τὴν ἐπίβλεψιν καὶ ἀσφάλειαν τῶν ἐν τοῖς γραφείοις ἐγγράφων.	[1010, 623, 1270, 870]
article-paragraph: Τὴν προσεχῆ ἑβδομάδα ἄρχονται ἐν τῷ Β. Ναυστάθμῳ αἱ ἐξετάσεις τῶν μαθητευομένων τῆς αὐτόθι σχολῆς, ὅπως καταταχθῶσιν ὡς τεχνῖται εἰς τὰ συνεργεῖα τοῦ Ναυστάθμου.	[202, 1312, 460, 1389]
article-paragraph: Καθ' ἃ θεωρεῖται βέβαιον ἡ ἐκλογὴ θὰ ματαιωθῇ καὶ ἀπόψε διὰ τὴν ἑτέραν.	[740, 2025, 1000, 2054]
masthead: ΣΚΡΙΠ	[766, 152, 834, 172]
article-headline: ΕΞΕΤΑΣΕΙΣ ΕΜΠΟΡΟΠΛΟΙΑΡΧΩΝ	[772, 1630, 968, 1670]
column-1	[202, 232, 460, 2169]
